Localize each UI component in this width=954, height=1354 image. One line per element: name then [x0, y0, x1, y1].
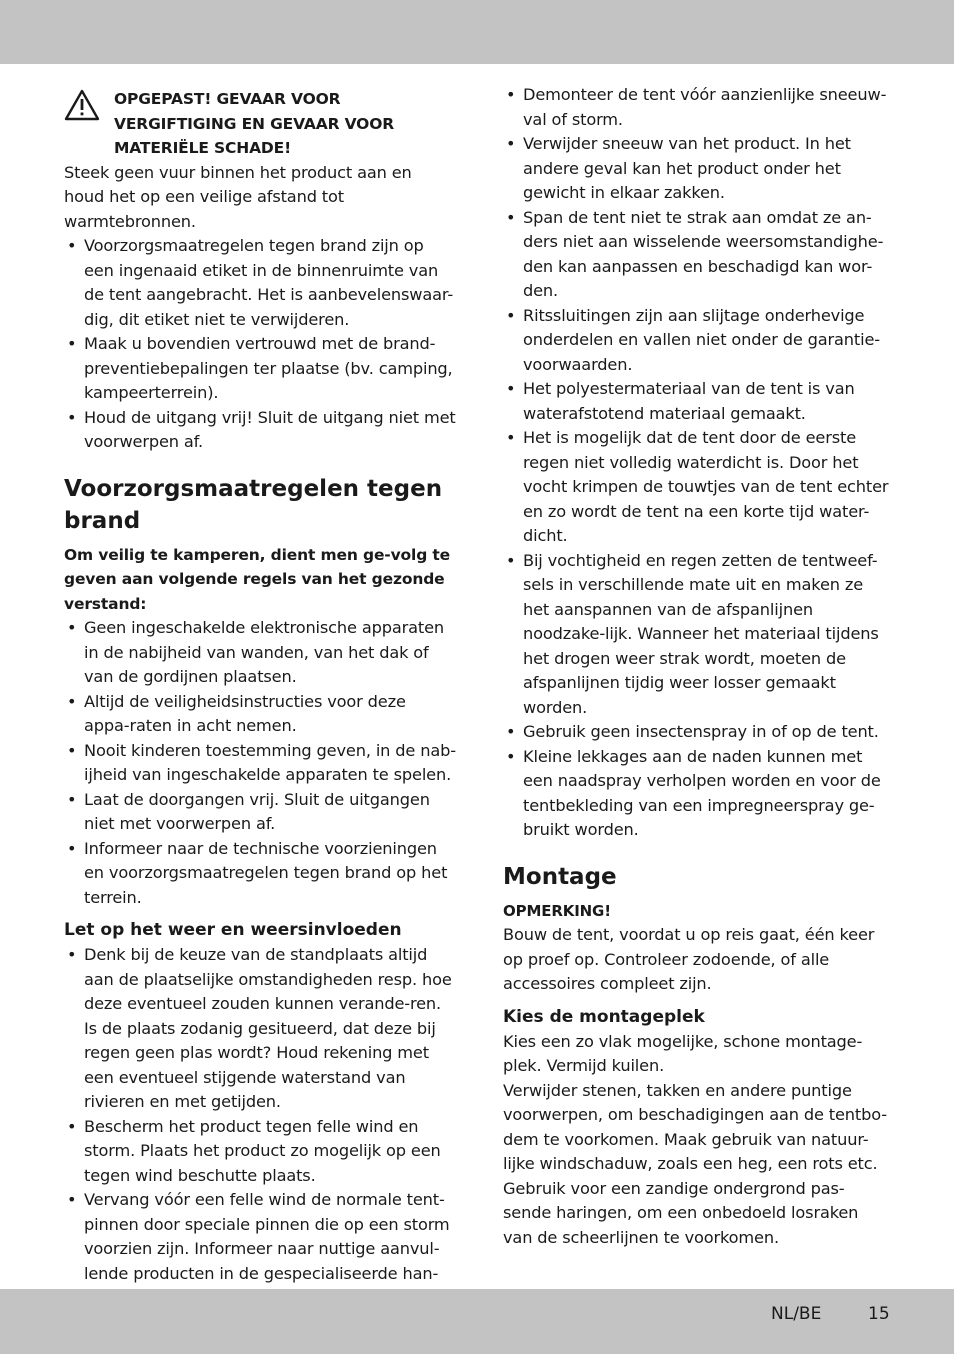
list-item: • Gebruik geen insectenspray in of op de tent.: [503, 720, 889, 745]
note-text: Bouw de tent, voordat u op reis gaat, één keer op proef op. Controleer zodoende, of alle accessoires compleet zijn.: [503, 925, 875, 993]
footer-language: NL/BE: [771, 1304, 822, 1324]
list-item: • Nooit kinderen toestemming geven, in de nab-ijheid van ingeschakelde apparaten te spelen.: [64, 739, 456, 788]
warning-list: [64, 234, 456, 455]
site-heading: Kies de montageplek: [503, 1006, 705, 1027]
list-item: • Bij vochtigheid en regen zetten de tentweef-sels in verschillende mate uit en maken ze het aanspannen van de afspanlijnen noodzake-lijk. Wanneer het materiaal tijdens het drogen weer strak wordt, moeten de afspanlijnen tijdig weer losser gemaakt worden.: [503, 549, 889, 721]
page-number: 15: [868, 1304, 890, 1324]
weather-list-right: [503, 83, 889, 843]
list-item: • Het is mogelijk dat de tent door de eerste regen niet volledig waterdicht is. Door het vocht krimpen de touwtjes van de tent echter en zo wordt de tent na een korte tijd water-dicht.: [503, 426, 889, 549]
note-label: OPMERKING!: [503, 901, 611, 920]
list-item: • Houd de uitgang vrij! Sluit de uitgang niet met voorwerpen af.: [64, 406, 456, 455]
montage-heading: Montage: [503, 863, 617, 890]
list-item: • Maak u bovendien vertrouwd met de brand-preventiebepalingen ter plaatse (bv. camping, kampeerterrein).: [64, 332, 456, 406]
list-item: • Altijd de veiligheidsinstructies voor deze appa-raten in acht nemen.: [64, 690, 456, 739]
list-item: • Bescherm het product tegen felle wind en storm. Plaats het product zo mogelijk op een tegen wind beschutte plaats.: [64, 1115, 456, 1189]
site-paragraph-2: Verwijder stenen, takken en andere puntige voorwerpen, om beschadigingen aan de tentbo-dem te voorkomen. Maak gebruik van natuur-lijke windschaduw, zoals een heg, een rots etc. Gebruik voor een zandige ondergrond pas-sende haringen, om een onbedoeld losraken van de scheerlijnen te voorkomen.: [503, 1080, 887, 1247]
fire-intro: Om veilig te kamperen, dient men ge-volg te geven aan volgende regels van het gezonde verstand:: [64, 545, 451, 613]
fire-list: [64, 616, 456, 910]
list-item: • Geen ingeschakelde elektronische apparaten in de nabijheid van wanden, van het dak of van de gordijnen plaatsen.: [64, 616, 456, 690]
warning-text: Steek geen vuur binnen het product aan en houd het op een veilige afstand tot warmtebronnen.: [64, 162, 412, 231]
list-item: • Het polyestermateriaal van de tent is van waterafstotend materiaal gemaakt.: [503, 377, 889, 426]
weather-heading: Let op het weer en weersinvloeden: [64, 920, 402, 940]
list-item: • Verwijder sneeuw van het product. In het andere geval kan het product onder het gewicht in elkaar zakken.: [503, 132, 889, 206]
weather-list-left: [64, 943, 456, 1311]
list-item: • Denk bij de keuze van de standplaats altijd aan de plaatselijke omstandigheden resp. hoe deze eventueel zouden kunnen verande-ren. Is de plaats zodanig gesitueerd, dat deze bij regen geen plas wordt? Houd rekening met een eventueel stijgende waterstand van rivieren en met getijden.: [64, 943, 456, 1115]
list-item: • Voorzorgsmaatregelen tegen brand zijn op een ingenaaid etiket in de binnenruimte van de tent aangebracht. Het is aanbevelenswaar-dig, dit etiket niet te verwijderen.: [64, 234, 456, 332]
left-column: [64, 87, 456, 1311]
warning-triangle-icon: [64, 89, 100, 121]
list-item: • Laat de doorgangen vrij. Sluit de uitgangen niet met voorwerpen af.: [64, 788, 456, 837]
fire-heading: Voorzorgsmaatregelen tegen brand: [64, 475, 443, 534]
list-item: • Span de tent niet te strak aan omdat ze an-ders niet aan wisselende weersomstandighe-den kan aanpassen en beschadigd kan wor-den.: [503, 206, 889, 304]
header-bar: [0, 0, 954, 64]
warning-title: OPGEPAST! GEVAAR VOOR VERGIFTIGING EN GEVAAR VOOR MATERIËLE SCHADE!: [114, 90, 395, 157]
list-item: • Vervang vóór een felle wind de normale tent-pinnen door speciale pinnen die op een storm voorzien zijn. Informeer naar nuttige aanvul-lende producten in de gespecialiseerde han-: [64, 1188, 456, 1311]
right-column: [503, 83, 889, 1250]
list-item: • Kleine lekkages aan de naden kunnen met een naadspray verholpen worden en voor de tentbekleding van een impregneerspray ge-bruikt worden.: [503, 745, 889, 843]
list-item: • Informeer naar de technische voorzieningen en voorzorgsmaatregelen tegen brand op het terrein.: [64, 837, 456, 911]
warning-block: [64, 87, 456, 161]
list-item: • Ritssluitingen zijn aan slijtage onderhevige onderdelen en vallen niet onder de garantie-voorwaarden.: [503, 304, 889, 378]
list-item: • Demonteer de tent vóór aanzienlijke sneeuw-val of storm.: [503, 83, 889, 132]
site-paragraph-1: Kies een zo vlak mogelijke, schone montage-plek. Vermijd kuilen.: [503, 1031, 863, 1075]
